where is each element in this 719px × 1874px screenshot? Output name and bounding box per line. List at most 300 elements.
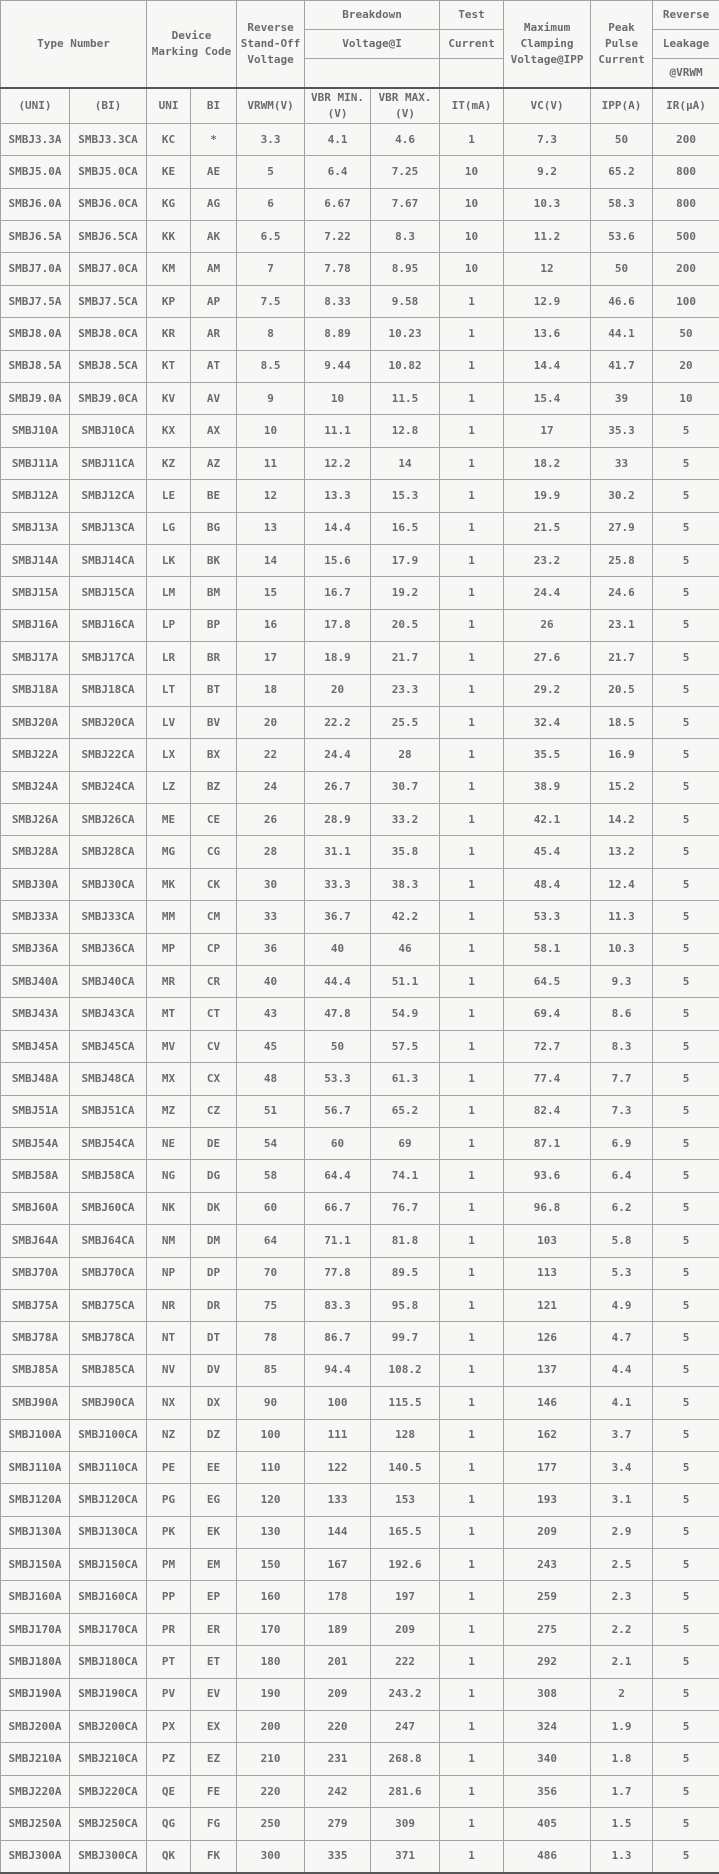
- cell: ET: [191, 1646, 237, 1678]
- cell: 27.6: [504, 642, 591, 674]
- cell: 281.6: [371, 1775, 440, 1807]
- cell: SMBJ7.0A: [1, 253, 70, 285]
- cell: MK: [147, 868, 191, 900]
- cell: PZ: [147, 1743, 191, 1775]
- cell: 5: [653, 1743, 719, 1775]
- cell: 93.6: [504, 1160, 591, 1192]
- cell: 18.9: [305, 642, 371, 674]
- cell: 95.8: [371, 1289, 440, 1321]
- cell: 7.3: [504, 123, 591, 155]
- cell: 340: [504, 1743, 591, 1775]
- table-row: [1, 966, 719, 998]
- cell: 1: [440, 1192, 504, 1224]
- cell: BG: [191, 512, 237, 544]
- header-maximum-clamping: Maximum Clamping Voltage@IPP: [504, 1, 591, 89]
- cell: 1: [440, 1127, 504, 1159]
- cell: 405: [504, 1808, 591, 1840]
- cell: SMBJ48CA: [70, 1063, 147, 1095]
- cell: 1: [440, 1743, 504, 1775]
- cell: NP: [147, 1257, 191, 1289]
- table-body: [1, 123, 719, 1873]
- table-row: [1, 1354, 719, 1386]
- cell: SMBJ17CA: [70, 642, 147, 674]
- cell: BX: [191, 739, 237, 771]
- table-row: [1, 868, 719, 900]
- cell: 19.2: [371, 577, 440, 609]
- cell: SMBJ190CA: [70, 1678, 147, 1710]
- cell: 10: [440, 156, 504, 188]
- cell: 5: [653, 1419, 719, 1451]
- cell: 9.2: [504, 156, 591, 188]
- table-row: [1, 1387, 719, 1419]
- cell: SMBJ100CA: [70, 1419, 147, 1451]
- cell: 12: [237, 480, 305, 512]
- cell: 74.1: [371, 1160, 440, 1192]
- cell: 4.1: [591, 1387, 653, 1419]
- cell: 275: [504, 1613, 591, 1645]
- cell: 27.9: [591, 512, 653, 544]
- table-row: [1, 771, 719, 803]
- cell: 108.2: [371, 1354, 440, 1386]
- cell: 65.2: [591, 156, 653, 188]
- cell: 42.1: [504, 804, 591, 836]
- cell: 1: [440, 1484, 504, 1516]
- cell: SMBJ6.5CA: [70, 221, 147, 253]
- cell: 5: [653, 1451, 719, 1483]
- cell: 22: [237, 739, 305, 771]
- cell: 1: [440, 642, 504, 674]
- cell: 77.4: [504, 1063, 591, 1095]
- cell: 7.5: [237, 285, 305, 317]
- cell: 1.8: [591, 1743, 653, 1775]
- cell: 11.2: [504, 221, 591, 253]
- table-row: [1, 1581, 719, 1613]
- cell: 1: [440, 1225, 504, 1257]
- cell: 10.82: [371, 350, 440, 382]
- cell: DM: [191, 1225, 237, 1257]
- cell: 48: [237, 1063, 305, 1095]
- cell: 28: [237, 836, 305, 868]
- cell: 5: [653, 739, 719, 771]
- cell: LV: [147, 706, 191, 738]
- cell: 1: [440, 1840, 504, 1873]
- cell: EP: [191, 1581, 237, 1613]
- cell: 32.4: [504, 706, 591, 738]
- cell: 1: [440, 836, 504, 868]
- cell: KG: [147, 188, 191, 220]
- cell: 1: [440, 998, 504, 1030]
- cell: 16: [237, 609, 305, 641]
- cell: 12.8: [371, 415, 440, 447]
- cell: 2.3: [591, 1581, 653, 1613]
- cell: 5: [653, 836, 719, 868]
- cell: FG: [191, 1808, 237, 1840]
- cell: 12: [504, 253, 591, 285]
- cell: 5: [653, 480, 719, 512]
- cell: 5: [653, 1127, 719, 1159]
- cell: 82.4: [504, 1095, 591, 1127]
- cell: 231: [305, 1743, 371, 1775]
- cell: 5: [653, 706, 719, 738]
- cell: 13.6: [504, 318, 591, 350]
- cell: 5: [653, 1192, 719, 1224]
- cell: 65.2: [371, 1095, 440, 1127]
- cell: 38.3: [371, 868, 440, 900]
- cell: 51: [237, 1095, 305, 1127]
- cell: 11.3: [591, 901, 653, 933]
- cell: 5: [653, 804, 719, 836]
- table-row: [1, 221, 719, 253]
- cell: MT: [147, 998, 191, 1030]
- cell: SMBJ45A: [1, 1030, 70, 1062]
- table-row: [1, 1484, 719, 1516]
- cell: 5: [653, 1516, 719, 1548]
- cell: 268.8: [371, 1743, 440, 1775]
- table-header: [1, 1, 719, 124]
- table-row: [1, 285, 719, 317]
- cell: 58.3: [591, 188, 653, 220]
- cell: SMBJ10A: [1, 415, 70, 447]
- cell: 25.5: [371, 706, 440, 738]
- cell: 5: [653, 1840, 719, 1873]
- cell: 1: [440, 544, 504, 576]
- cell: 1.5: [591, 1808, 653, 1840]
- cell: 8.3: [371, 221, 440, 253]
- cell: SMBJ10CA: [70, 415, 147, 447]
- table-row: [1, 1419, 719, 1451]
- cell: SMBJ26CA: [70, 804, 147, 836]
- cell: BP: [191, 609, 237, 641]
- cell: SMBJ8.0CA: [70, 318, 147, 350]
- cell: 44.4: [305, 966, 371, 998]
- cell: SMBJ20CA: [70, 706, 147, 738]
- cell: SMBJ43A: [1, 998, 70, 1030]
- cell: SMBJ6.0CA: [70, 188, 147, 220]
- cell: 7.3: [591, 1095, 653, 1127]
- cell: 60: [305, 1127, 371, 1159]
- cell: 121: [504, 1289, 591, 1321]
- cell: SMBJ8.0A: [1, 318, 70, 350]
- subheader-bi-marking: BI: [191, 88, 237, 123]
- cell: SMBJ100A: [1, 1419, 70, 1451]
- cell: 13.3: [305, 480, 371, 512]
- cell: 70: [237, 1257, 305, 1289]
- cell: 1: [440, 1257, 504, 1289]
- cell: KT: [147, 350, 191, 382]
- cell: 50: [653, 318, 719, 350]
- cell: 1: [440, 512, 504, 544]
- cell: PT: [147, 1646, 191, 1678]
- cell: 1: [440, 1646, 504, 1678]
- cell: LX: [147, 739, 191, 771]
- cell: SMBJ60CA: [70, 1192, 147, 1224]
- cell: 39: [591, 383, 653, 415]
- cell: 21.5: [504, 512, 591, 544]
- cell: SMBJ150A: [1, 1549, 70, 1581]
- cell: BT: [191, 674, 237, 706]
- cell: 120: [237, 1484, 305, 1516]
- cell: 5: [653, 577, 719, 609]
- cell: MP: [147, 933, 191, 965]
- cell: 10: [440, 253, 504, 285]
- cell: 371: [371, 1840, 440, 1873]
- cell: SMBJ64CA: [70, 1225, 147, 1257]
- cell: 192.6: [371, 1549, 440, 1581]
- cell: 5: [653, 544, 719, 576]
- cell: 137: [504, 1354, 591, 1386]
- cell: 14: [371, 447, 440, 479]
- cell: 6.5: [237, 221, 305, 253]
- cell: SMBJ180A: [1, 1646, 70, 1678]
- cell: 8.5: [237, 350, 305, 382]
- cell: 10.23: [371, 318, 440, 350]
- cell: 800: [653, 188, 719, 220]
- cell: 54.9: [371, 998, 440, 1030]
- cell: 53.3: [305, 1063, 371, 1095]
- cell: 210: [237, 1743, 305, 1775]
- cell: DV: [191, 1354, 237, 1386]
- cell: 1: [440, 383, 504, 415]
- header-breakdown-spacer: [305, 59, 440, 89]
- cell: SMBJ5.0CA: [70, 156, 147, 188]
- cell: KE: [147, 156, 191, 188]
- cell: DT: [191, 1322, 237, 1354]
- cell: 60: [237, 1192, 305, 1224]
- cell: 11: [237, 447, 305, 479]
- cell: AV: [191, 383, 237, 415]
- cell: 94.4: [305, 1354, 371, 1386]
- cell: 43: [237, 998, 305, 1030]
- cell: 308: [504, 1678, 591, 1710]
- cell: 69.4: [504, 998, 591, 1030]
- cell: SMBJ300A: [1, 1840, 70, 1873]
- cell: FE: [191, 1775, 237, 1807]
- cell: 14.4: [305, 512, 371, 544]
- cell: 5: [653, 1613, 719, 1645]
- table-row: [1, 415, 719, 447]
- cell: SMBJ28A: [1, 836, 70, 868]
- cell: SMBJ170CA: [70, 1613, 147, 1645]
- subheader-it: IT(mA): [440, 88, 504, 123]
- cell: SMBJ45CA: [70, 1030, 147, 1062]
- cell: 1: [440, 1451, 504, 1483]
- cell: 75: [237, 1289, 305, 1321]
- table-row: [1, 1516, 719, 1548]
- cell: 10: [653, 383, 719, 415]
- cell: 45: [237, 1030, 305, 1062]
- cell: 1: [440, 1387, 504, 1419]
- cell: SMBJ210CA: [70, 1743, 147, 1775]
- cell: SMBJ33CA: [70, 901, 147, 933]
- cell: NR: [147, 1289, 191, 1321]
- cell: 28: [371, 739, 440, 771]
- header-reverse-standoff-voltage: Reverse Stand-Off Voltage: [237, 1, 305, 89]
- subheader-bi-type: (BI): [70, 88, 147, 123]
- cell: SMBJ6.0A: [1, 188, 70, 220]
- cell: 356: [504, 1775, 591, 1807]
- cell: LM: [147, 577, 191, 609]
- cell: MX: [147, 1063, 191, 1095]
- cell: SMBJ78CA: [70, 1322, 147, 1354]
- cell: 35.3: [591, 415, 653, 447]
- header-reverse: Reverse: [653, 1, 719, 30]
- cell: DG: [191, 1160, 237, 1192]
- table-row: [1, 1678, 719, 1710]
- cell: SMBJ40CA: [70, 966, 147, 998]
- cell: 15.6: [305, 544, 371, 576]
- cell: 51.1: [371, 966, 440, 998]
- cell: 50: [305, 1030, 371, 1062]
- cell: SMBJ220CA: [70, 1775, 147, 1807]
- cell: 47.8: [305, 998, 371, 1030]
- cell: 45.4: [504, 836, 591, 868]
- cell: 5: [653, 1678, 719, 1710]
- cell: 18.2: [504, 447, 591, 479]
- cell: 10.3: [504, 188, 591, 220]
- cell: SMBJ18A: [1, 674, 70, 706]
- table-row: [1, 642, 719, 674]
- cell: SMBJ16A: [1, 609, 70, 641]
- cell: 220: [237, 1775, 305, 1807]
- cell: 24.4: [305, 739, 371, 771]
- cell: 12.9: [504, 285, 591, 317]
- cell: 58.1: [504, 933, 591, 965]
- cell: 1: [440, 577, 504, 609]
- cell: 1: [440, 966, 504, 998]
- table-row: [1, 1322, 719, 1354]
- cell: 5: [653, 868, 719, 900]
- cell: 15.4: [504, 383, 591, 415]
- cell: 5: [653, 998, 719, 1030]
- cell: 180: [237, 1646, 305, 1678]
- cell: 153: [371, 1484, 440, 1516]
- table-row: [1, 609, 719, 641]
- cell: SMBJ70CA: [70, 1257, 147, 1289]
- cell: 17.8: [305, 609, 371, 641]
- table-row: [1, 1127, 719, 1159]
- cell: SMBJ250CA: [70, 1808, 147, 1840]
- cell: KK: [147, 221, 191, 253]
- cell: PP: [147, 1581, 191, 1613]
- table-row: [1, 739, 719, 771]
- cell: KR: [147, 318, 191, 350]
- cell: 1: [440, 739, 504, 771]
- cell: SMBJ48A: [1, 1063, 70, 1095]
- cell: 89.5: [371, 1257, 440, 1289]
- cell: 1: [440, 901, 504, 933]
- cell: 7.7: [591, 1063, 653, 1095]
- cell: 160: [237, 1581, 305, 1613]
- cell: 44.1: [591, 318, 653, 350]
- cell: SMBJ8.5A: [1, 350, 70, 382]
- cell: NZ: [147, 1419, 191, 1451]
- cell: 76.7: [371, 1192, 440, 1224]
- cell: 1: [440, 285, 504, 317]
- cell: 15.3: [371, 480, 440, 512]
- cell: 64.4: [305, 1160, 371, 1192]
- header-test: Test: [440, 1, 504, 30]
- cell: 1: [440, 415, 504, 447]
- header-current: Current: [440, 30, 504, 59]
- cell: 165.5: [371, 1516, 440, 1548]
- cell: 140.5: [371, 1451, 440, 1483]
- cell: 33: [591, 447, 653, 479]
- cell: SMBJ85A: [1, 1354, 70, 1386]
- cell: 1: [440, 1775, 504, 1807]
- cell: 259: [504, 1581, 591, 1613]
- subheader-uni-marking: UNI: [147, 88, 191, 123]
- cell: 23.1: [591, 609, 653, 641]
- cell: NV: [147, 1354, 191, 1386]
- cell: 5: [237, 156, 305, 188]
- cell: SMBJ3.3A: [1, 123, 70, 155]
- cell: 50: [591, 123, 653, 155]
- cell: 1: [440, 933, 504, 965]
- cell: DK: [191, 1192, 237, 1224]
- cell: 128: [371, 1419, 440, 1451]
- table-row: [1, 1289, 719, 1321]
- table-row: [1, 901, 719, 933]
- cell: 9.44: [305, 350, 371, 382]
- cell: EV: [191, 1678, 237, 1710]
- cell: 5: [653, 1257, 719, 1289]
- cell: 35.5: [504, 739, 591, 771]
- table-row: [1, 253, 719, 285]
- cell: PK: [147, 1516, 191, 1548]
- cell: 200: [237, 1711, 305, 1743]
- cell: 24.6: [591, 577, 653, 609]
- cell: 11.1: [305, 415, 371, 447]
- cell: 1: [440, 318, 504, 350]
- cell: SMBJ13A: [1, 512, 70, 544]
- cell: CR: [191, 966, 237, 998]
- cell: 16.9: [591, 739, 653, 771]
- cell: 40: [237, 966, 305, 998]
- table-row: [1, 188, 719, 220]
- cell: SMBJ90CA: [70, 1387, 147, 1419]
- cell: SMBJ51A: [1, 1095, 70, 1127]
- table-row: [1, 544, 719, 576]
- cell: 5: [653, 674, 719, 706]
- table-row: [1, 318, 719, 350]
- cell: 5: [653, 901, 719, 933]
- cell: 8.95: [371, 253, 440, 285]
- cell: 4.1: [305, 123, 371, 155]
- cell: 4.7: [591, 1322, 653, 1354]
- cell: 4.9: [591, 1289, 653, 1321]
- cell: 6.67: [305, 188, 371, 220]
- cell: 66.7: [305, 1192, 371, 1224]
- cell: SMBJ22A: [1, 739, 70, 771]
- cell: 33.3: [305, 868, 371, 900]
- cell: 170: [237, 1613, 305, 1645]
- table-row: [1, 804, 719, 836]
- cell: ER: [191, 1613, 237, 1645]
- cell: 133: [305, 1484, 371, 1516]
- cell: 1: [440, 868, 504, 900]
- cell: 222: [371, 1646, 440, 1678]
- cell: KM: [147, 253, 191, 285]
- cell: PG: [147, 1484, 191, 1516]
- cell: 3.4: [591, 1451, 653, 1483]
- cell: 19.9: [504, 480, 591, 512]
- cell: 300: [237, 1840, 305, 1873]
- cell: 5: [653, 933, 719, 965]
- cell: 5: [653, 1354, 719, 1386]
- cell: SMBJ78A: [1, 1322, 70, 1354]
- cell: MG: [147, 836, 191, 868]
- cell: 20: [237, 706, 305, 738]
